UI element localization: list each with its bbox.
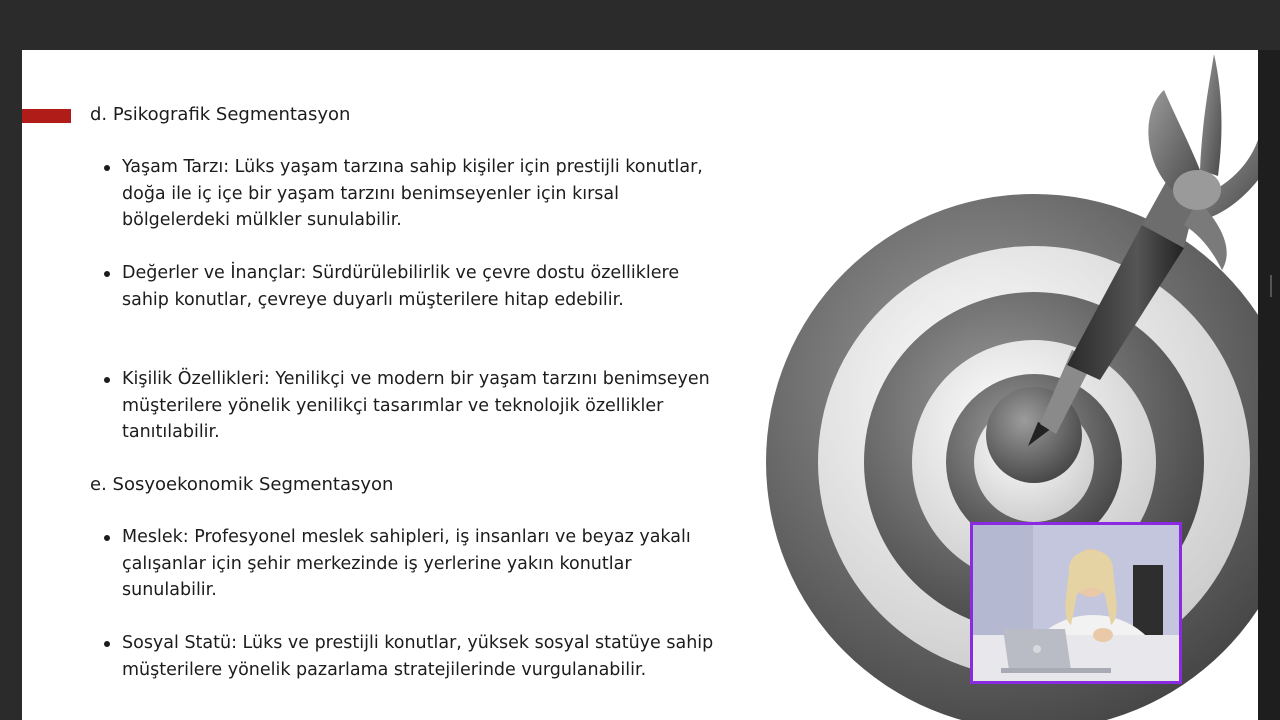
section-e-heading: e. Sosyoekonomik Segmentasyon bbox=[90, 474, 394, 495]
presenter-video-icon bbox=[973, 525, 1179, 681]
bullet-text: Değerler ve İnançlar: Sürdürülebilirlik ve çevre dostu özelliklere sahip konutlar, çevreye duyarlı müşterilere hitap edebilir. bbox=[122, 263, 680, 310]
viewer-top-bar bbox=[0, 0, 1280, 50]
bullet-dot bbox=[104, 271, 110, 277]
section-d-heading: d. Psikografik Segmentasyon bbox=[90, 104, 351, 125]
scroll-indicator[interactable] bbox=[1270, 275, 1272, 297]
bullet-item bbox=[104, 630, 714, 683]
bullet-item bbox=[104, 524, 714, 604]
bullet-text: Meslek: Profesyonel meslek sahipleri, iş insanları ve beyaz yakalı çalışanlar için şehir merkezinde iş yerlerine yakın konutlar sunulabilir. bbox=[122, 527, 691, 600]
bullet-dot bbox=[104, 377, 110, 383]
accent-bar bbox=[22, 109, 71, 123]
bullet-dot bbox=[104, 641, 110, 647]
webcam-overlay bbox=[970, 522, 1182, 684]
bullet-text: Sosyal Statü: Lüks ve prestijli konutlar, yüksek sosyal statüye sahip müşterilere yönelik pazarlama stratejilerinde vurgulanabilir. bbox=[122, 633, 714, 680]
bullet-dot bbox=[104, 165, 110, 171]
bullet-dot bbox=[104, 535, 110, 541]
viewer-right-edge bbox=[1258, 50, 1280, 720]
bullet-item bbox=[104, 366, 714, 446]
bullet-text: Yaşam Tarzı: Lüks yaşam tarzına sahip kişiler için prestijli konutlar, doğa ile iç içe bir yaşam tarzını benimseyenler için kırsal bölgelerdeki mülkler sunulabilir. bbox=[122, 157, 703, 230]
bullet-text: Kişilik Özellikleri: Yenilikçi ve modern bir yaşam tarzını benimseyen müşterilere yönelik yenilikçi tasarımlar ve teknolojik özellikler tanıtılabilir. bbox=[122, 369, 710, 442]
bullet-item bbox=[104, 154, 714, 234]
bullet-item bbox=[104, 260, 714, 313]
